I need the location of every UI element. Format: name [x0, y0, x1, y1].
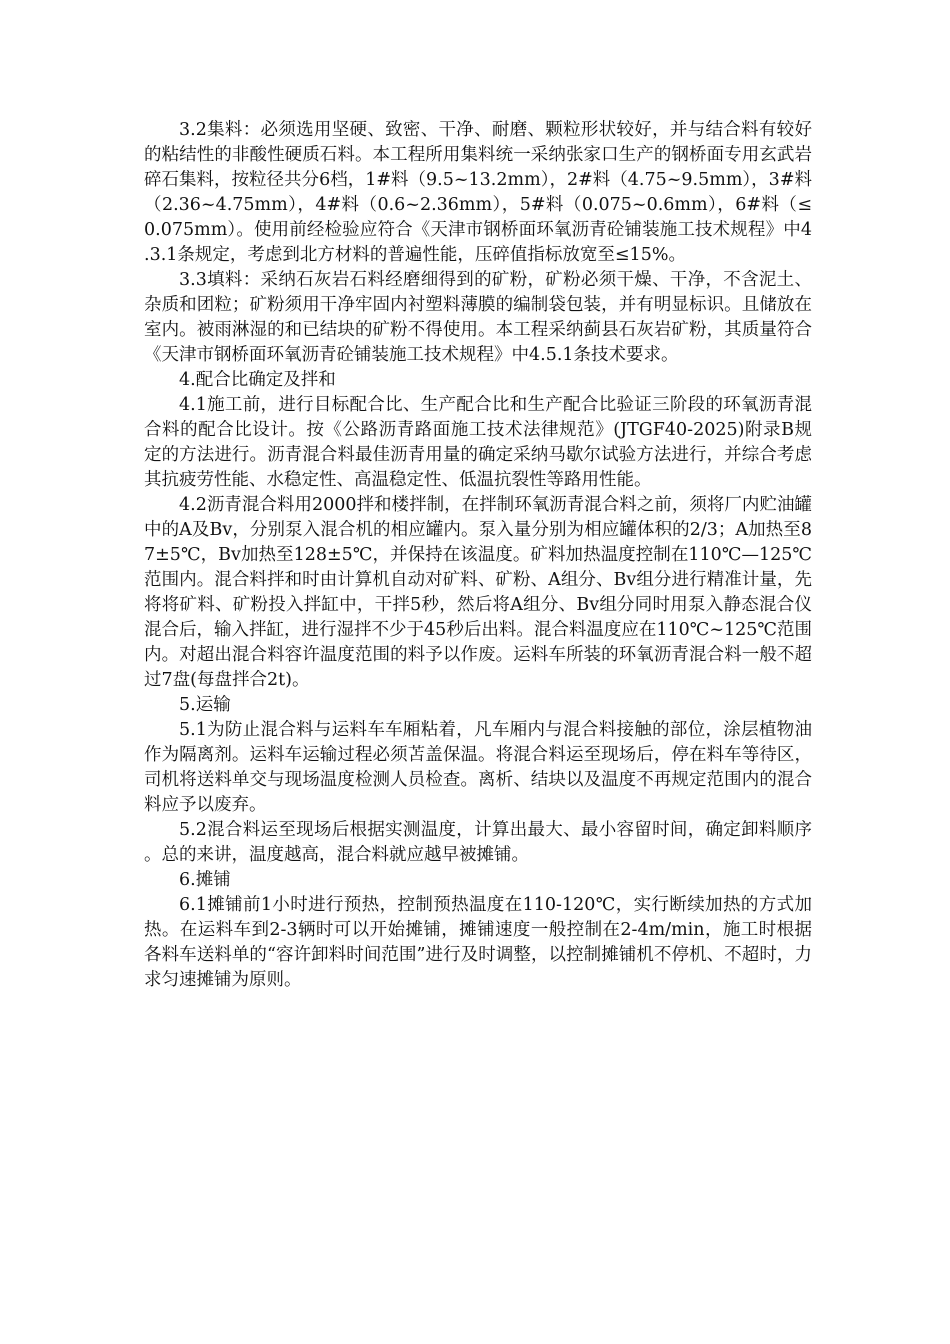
paragraph-3-2-aggregate: 3.2集料：必须选用坚硬、致密、干净、耐磨、颗粒形状较好，并与结合料有较好的粘结性的非酸性硬质石料。本工程所用集料统一采纳张家口生产的钢桥面专用玄武岩碎石集料，按粒径共分6档，1#料（9.5~13.2mm），2#料（4.75~9.5mm），3#料（2.36~4.75mm），4#料（0.6~2.36mm），5#料（0.075~0.6mm），6#料（≤0.075mm）。使用前经检验应符合《天津市钢桥面环氧沥青砼铺装施工技术规程》中4.3.1条规定，考虑到北方材料的普遍性能，压碎值指标放宽至≤15%。: [144, 120, 812, 265]
paragraph-4-1-mix-design: 4.1施工前，进行目标配合比、生产配合比和生产配合比验证三阶段的环氧沥青混合料的配合比设计。按《公路沥青路面施工技术法律规范》(JTGF40-2025)附录B规定的方法进行。沥青混合料最佳沥青用量的确定采纳马歇尔试验方法进行，并综合考虑其抗疲劳性能、水稳定性、高温稳定性、低温抗裂性等路用性能。: [144, 395, 812, 490]
paragraph-3-3-filler: 3.3填料：采纳石灰岩石料经磨细得到的矿粉，矿粉必须干燥、干净，不含泥土、杂质和团粒；矿粉须用干净牢固内衬塑料薄膜的编制袋包装，并有明显标识。且储放在室内。被雨淋湿的和已结块的矿粉不得使用。本工程采纳蓟县石灰岩矿粉，其质量符合《天津市钢桥面环氧沥青砼铺装施工技术规程》中4.5.1条技术要求。: [144, 270, 812, 365]
document-body: [144, 118, 812, 993]
paragraph-6-1-paving: 6.1摊铺前1小时进行预热，控制预热温度在110-120℃，实行断续加热的方式加热。在运料车到2-3辆时可以开始摊铺，摊铺速度一般控制在2-4m/min，施工时根据各料车送料单的“容许卸料时间范围”进行及时调整，以控制摊铺机不停机、不超时，力求匀速摊铺为原则。: [144, 895, 812, 990]
heading-6-paving: 6.摊铺: [179, 870, 231, 890]
paragraph-4-2-mixing: 4.2沥青混合料用2000拌和楼拌制，在拌制环氧沥青混合料之前，须将厂内贮油罐中的A及Bv，分别泵入混合机的相应罐内。泵入量分别为相应罐体积的2/3；A加热至87±5℃，Bv加热至128±5℃，并保持在该温度。矿料加热温度控制在110℃—125℃范围内。混合料拌和时由计算机自动对矿料、矿粉、A组分、Bv组分进行精准计量，先将将矿料、矿粉投入拌缸中，干拌5秒，然后将A组分、Bv组分同时用泵入静态混合仪混合后，输入拌缸，进行湿拌不少于45秒后出料。混合料温度应在110℃~125℃范围内。对超出混合料容许温度范围的料予以作废。运料车所装的环氧沥青混合料一般不超过7盘(每盘拌合2t)。: [144, 495, 812, 690]
paragraph-5-2-transport: 5.2混合料运至现场后根据实测温度，计算出最大、最小容留时间，确定卸料顺序。总的来讲，温度越高，混合料就应越早被摊铺。: [144, 820, 812, 865]
heading-4-mix-design: 4.配合比确定及拌和: [179, 370, 336, 390]
heading-5-transport: 5.运输: [179, 695, 231, 715]
paragraph-5-1-transport: 5.1为防止混合料与运料车车厢粘着，凡车厢内与混合料接触的部位，涂层植物油作为隔离剂。运料车运输过程必须苫盖保温。将混合料运至现场后，停在料车等待区，司机将送料单交与现场温度检测人员检查。离析、结块以及温度不再规定范围内的混合料应予以废弃。: [144, 720, 812, 815]
